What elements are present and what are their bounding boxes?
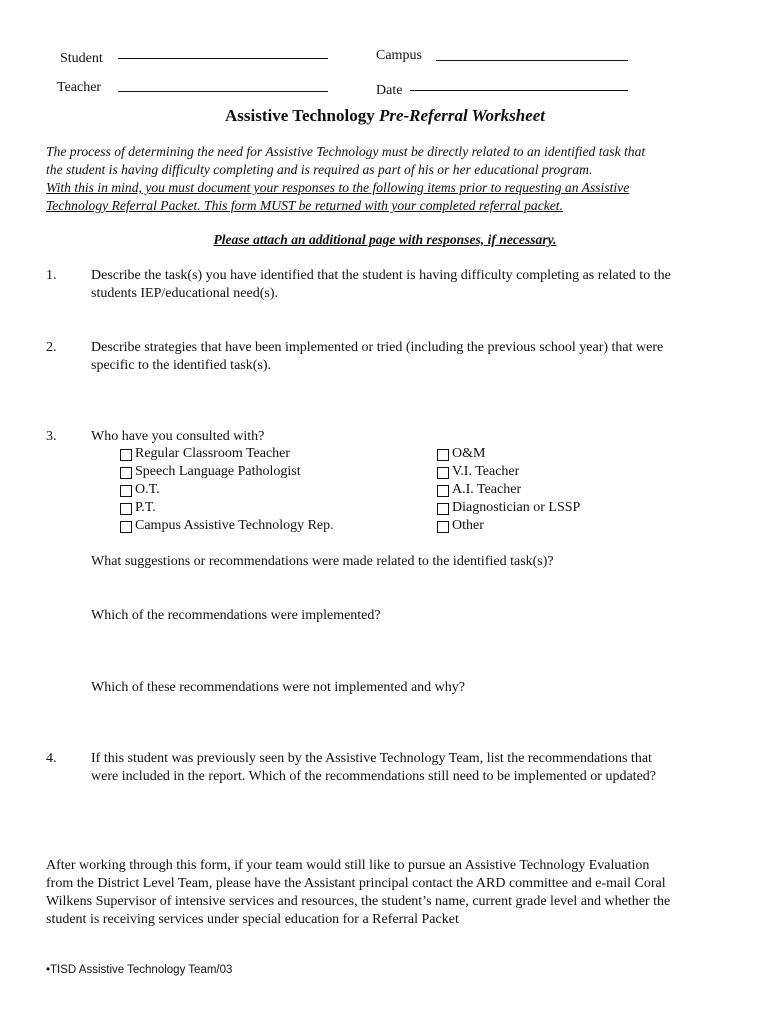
option-om: O&M (452, 446, 486, 461)
question-3-sub-2: Which of the recommendations were implemented? (91, 608, 381, 623)
question-4-number: 4. (46, 751, 57, 766)
checkbox-vi-teacher[interactable] (437, 467, 449, 479)
student-label: Student (60, 51, 103, 66)
option-ot: O.T. (135, 482, 160, 497)
closing-line-1: After working through this form, if your team would still like to pursue an Assistive Technology Evaluation (46, 858, 650, 873)
option-regular-classroom-teacher: Regular Classroom Teacher (135, 446, 291, 461)
question-2-line-2: specific to the identified task(s). (91, 358, 271, 373)
attach-note: Please attach an additional page with responses, if necessary. (213, 232, 557, 247)
checkbox-om[interactable] (437, 449, 449, 461)
checkbox-other[interactable] (437, 521, 449, 533)
checkbox-regular-classroom-teacher[interactable] (120, 449, 132, 461)
question-4-line-1: If this student was previously seen by the Assistive Technology Team, list the recommendations that (91, 751, 652, 766)
teacher-field[interactable] (118, 91, 328, 92)
footer-credit: •TISD Assistive Technology Team/03 (46, 964, 233, 976)
closing-line-3: Wilkens Supervisor of intensive services and resources, the student’s name, current grade level and whether the (46, 894, 671, 909)
date-field[interactable] (410, 90, 628, 91)
intro-line-1: The process of determining the need for Assistive Technology must be directly related to an identified task that (46, 144, 646, 159)
date-label: Date (376, 83, 403, 98)
student-field[interactable] (118, 58, 328, 59)
checkbox-pt[interactable] (120, 503, 132, 515)
option-speech-language-pathologist: Speech Language Pathologist (135, 464, 301, 479)
option-campus-at-rep: Campus Assistive Technology Rep. (135, 518, 334, 533)
option-ai-teacher: A.I. Teacher (452, 482, 522, 497)
question-1-line-2: students IEP/educational need(s). (91, 286, 279, 301)
option-vi-teacher: V.I. Teacher (452, 464, 520, 479)
teacher-label: Teacher (57, 80, 102, 95)
option-diagnostician: Diagnostician or LSSP (452, 500, 581, 515)
title-italic: Pre-Referral Worksheet (378, 106, 546, 125)
question-3-sub-3: Which of these recommendations were not implemented and why? (91, 680, 465, 695)
checkbox-ot[interactable] (120, 485, 132, 497)
intro-line-3: With this in mind, you must document your responses to the following items prior to requesting an Assistive (46, 180, 630, 195)
question-2-number: 2. (46, 340, 57, 355)
question-1-number: 1. (46, 268, 57, 283)
title-plain: Assistive Technology (224, 106, 375, 125)
page-title (0, 106, 770, 126)
checkbox-campus-at-rep[interactable] (120, 521, 132, 533)
intro-line-4: Technology Referral Packet. This form MUST be returned with your completed referral packet. (46, 198, 563, 213)
checkbox-diagnostician[interactable] (437, 503, 449, 515)
closing-line-4: student is receiving services under special education for a Referral Packet (46, 912, 459, 927)
campus-field[interactable] (436, 60, 628, 61)
question-1-line-1: Describe the task(s) you have identified that the student is having difficulty completing as related to the (91, 268, 671, 283)
closing-line-2: from the District Level Team, please have the Assistant principal contact the ARD committee and e-mail Coral (46, 876, 666, 891)
question-3-line-1: Who have you consulted with? (91, 429, 265, 444)
question-4-line-2: were included in the report. Which of the recommendations still need to be implemented or updated? (91, 769, 657, 784)
option-pt: P.T. (135, 500, 156, 515)
option-other: Other (452, 518, 484, 533)
question-2-line-1: Describe strategies that have been implemented or tried (including the previous school year) that were (91, 340, 664, 355)
checkbox-ai-teacher[interactable] (437, 485, 449, 497)
campus-label: Campus (376, 48, 422, 63)
question-3-number: 3. (46, 429, 57, 444)
question-3-sub-1: What suggestions or recommendations were made related to the identified task(s)? (91, 554, 554, 569)
intro-line-2: the student is having difficulty completing and is required as part of his or her educational program. (46, 162, 593, 177)
checkbox-speech-language-pathologist[interactable] (120, 467, 132, 479)
